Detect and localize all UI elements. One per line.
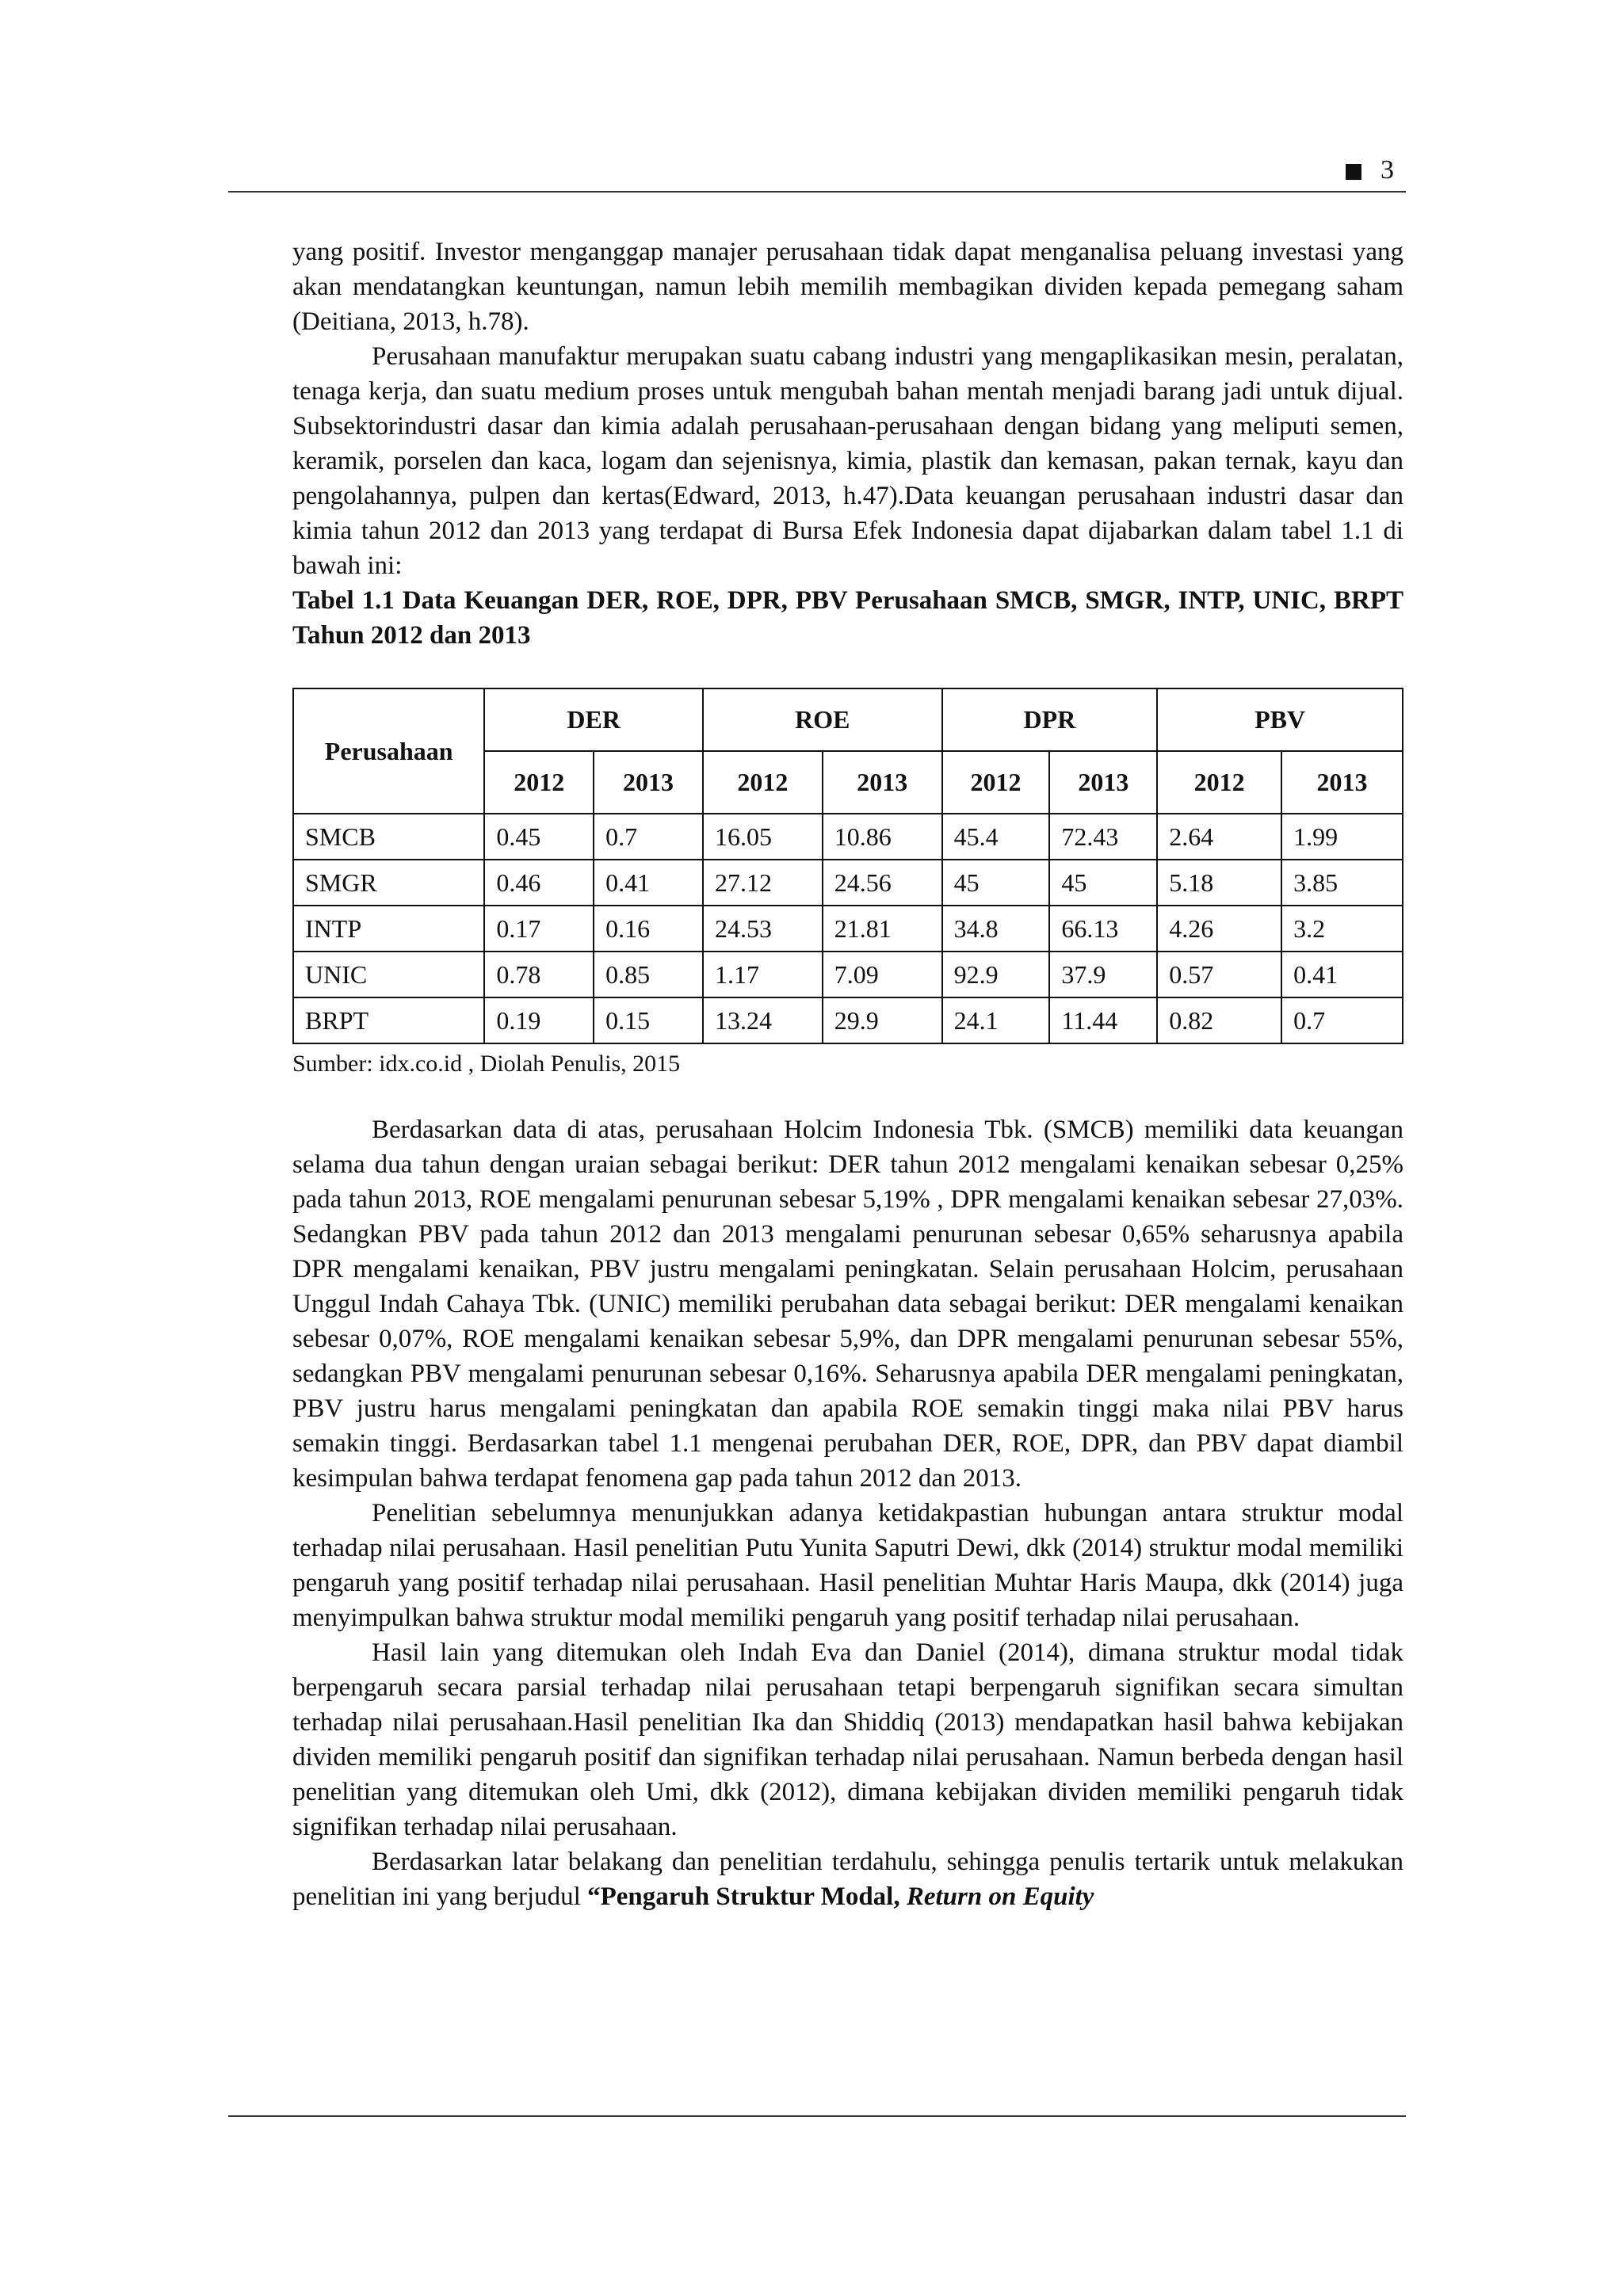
- value-cell: 3.2: [1281, 906, 1403, 952]
- value-cell: 0.45: [484, 814, 594, 860]
- column-header-company: Perusahaan: [293, 688, 484, 814]
- value-cell: 11.44: [1049, 997, 1157, 1043]
- table-caption: Tabel 1.1 Data Keuangan DER, ROE, DPR, PBV Perusahaan SMCB, SMGR, INTP, UNIC, BRPT Tahun 2012 dan 2013: [292, 586, 1403, 650]
- year-header: 2013: [1049, 751, 1157, 814]
- value-cell: 92.9: [942, 952, 1050, 997]
- group-header-roe: ROE: [703, 688, 942, 751]
- value-cell: 0.17: [484, 906, 594, 952]
- value-cell: 1.17: [703, 952, 823, 997]
- value-cell: 16.05: [703, 814, 823, 860]
- group-header-der: DER: [484, 688, 703, 751]
- value-cell: 45.4: [942, 814, 1050, 860]
- table-row: [293, 814, 1403, 860]
- page-body: [292, 235, 1403, 1914]
- value-cell: 21.81: [823, 906, 942, 952]
- value-cell: 45: [942, 860, 1050, 906]
- value-cell: 0.57: [1157, 952, 1281, 997]
- value-cell: 10.86: [823, 814, 942, 860]
- value-cell: 72.43: [1049, 814, 1157, 860]
- value-cell: 4.26: [1157, 906, 1281, 952]
- value-cell: 27.12: [703, 860, 823, 906]
- table-group-header-row: [293, 688, 1403, 751]
- value-cell: 0.85: [594, 952, 703, 997]
- company-cell: SMCB: [293, 814, 484, 860]
- value-cell: 0.41: [594, 860, 703, 906]
- value-cell: 0.41: [1281, 952, 1403, 997]
- year-header: 2012: [484, 751, 594, 814]
- financial-data-table: [292, 688, 1403, 1044]
- value-cell: 0.82: [1157, 997, 1281, 1043]
- year-header: 2013: [1281, 751, 1403, 814]
- body-paragraph-5: Hasil lain yang ditemukan oleh Indah Eva dan Daniel (2014), dimana struktur modal tidak berpengaruh secara parsial terhadap nilai perusahaan tetapi berpengaruh signifikan secara simultan terhadap nilai perusahaan.Hasil penelitian Ika dan Shiddiq (2013) mendapatkan hasil bahwa kebijakan dividen memiliki pengaruh positif dan signifikan terhadap nilai perusahaan. Namun berbeda dengan hasil penelitian yang ditemukan oleh Umi, dkk (2012), dimana kebijakan dividen memiliki pengaruh tidak signifikan terhadap nilai perusahaan.: [292, 1638, 1403, 1841]
- year-header: 2012: [1157, 751, 1281, 814]
- table-row: [293, 906, 1403, 952]
- group-header-pbv: PBV: [1157, 688, 1403, 751]
- value-cell: 7.09: [823, 952, 942, 997]
- value-cell: 66.13: [1049, 906, 1157, 952]
- value-cell: 13.24: [703, 997, 823, 1043]
- value-cell: 45: [1049, 860, 1157, 906]
- value-cell: 29.9: [823, 997, 942, 1043]
- header-rule: [228, 191, 1406, 193]
- company-cell: INTP: [293, 906, 484, 952]
- value-cell: 5.18: [1157, 860, 1281, 906]
- square-bullet-icon: [1346, 164, 1361, 180]
- intro-paragraph-1: yang positif. Investor menganggap manajer perusahaan tidak dapat menganalisa peluang investasi yang akan mendatangkan keuntungan, namun lebih memilih membagikan dividen kepada pemegang saham (Deitiana, 2013, h.78).: [292, 238, 1403, 336]
- value-cell: 2.64: [1157, 814, 1281, 860]
- year-header: 2012: [942, 751, 1050, 814]
- footer-rule: [228, 2115, 1406, 2117]
- value-cell: 24.53: [703, 906, 823, 952]
- research-title-bold: “Pengaruh Struktur Modal,: [587, 1882, 907, 1911]
- company-cell: BRPT: [293, 997, 484, 1043]
- research-title-bold-italic: Return on Equity: [906, 1882, 1094, 1911]
- value-cell: 0.7: [1281, 997, 1403, 1043]
- body-paragraph-3: Berdasarkan data di atas, perusahaan Holcim Indonesia Tbk. (SMCB) memiliki data keuangan selama dua tahun dengan uraian sebagai berikut: DER tahun 2012 mengalami kenaikan sebesar 0,25% pada tahun 2013, ROE mengalami penurunan sebesar 5,19% , DPR mengalami kenaikan sebesar 27,03%. Sedangkan PBV pada tahun 2012 dan 2013 mengalami penurunan sebesar 0,65% seharusnya apabila DPR mengalami kenaikan, PBV justru mengalami peningkatan. Selain perusahaan Holcim, perusahaan Unggul Indah Cahaya Tbk. (UNIC) memiliki perubahan data sebagai berikut: DER mengalami kenaikan sebesar 0,07%, ROE mengalami kenaikan sebesar 5,9%, dan DPR mengalami penurunan sebesar 55%, sedangkan PBV mengalami penurunan sebesar 0,16%. Seharusnya apabila DER mengalami peningkatan, PBV justru harus mengalami peningkatan dan apabila ROE semakin tinggi maka nilai PBV harus semakin tinggi. Berdasarkan tabel 1.1 mengenai perubahan DER, ROE, DPR, dan PBV dapat diambil kesimpulan bahwa terdapat fenomena gap pada tahun 2012 dan 2013.: [292, 1116, 1403, 1493]
- value-cell: 0.19: [484, 997, 594, 1043]
- value-cell: 0.7: [594, 814, 703, 860]
- table-source-note: Sumber: idx.co.id , Diolah Penulis, 2015: [292, 1051, 681, 1077]
- table-row: [293, 997, 1403, 1043]
- value-cell: 24.1: [942, 997, 1050, 1043]
- company-cell: SMGR: [293, 860, 484, 906]
- value-cell: 0.46: [484, 860, 594, 906]
- page-number: 3: [1381, 155, 1394, 185]
- company-cell: UNIC: [293, 952, 484, 997]
- value-cell: 0.78: [484, 952, 594, 997]
- value-cell: 3.85: [1281, 860, 1403, 906]
- value-cell: 1.99: [1281, 814, 1403, 860]
- value-cell: 37.9: [1049, 952, 1157, 997]
- group-header-dpr: DPR: [942, 688, 1158, 751]
- value-cell: 0.15: [594, 997, 703, 1043]
- value-cell: 34.8: [942, 906, 1050, 952]
- year-header: 2013: [823, 751, 942, 814]
- value-cell: 0.16: [594, 906, 703, 952]
- body-paragraph-4: Penelitian sebelumnya menunjukkan adanya ketidakpastian hubungan antara struktur modal terhadap nilai perusahaan. Hasil penelitian Putu Yunita Saputri Dewi, dkk (2014) struktur modal memiliki pengaruh yang positif terhadap nilai perusahaan. Hasil penelitian Muhtar Haris Maupa, dkk (2014) juga menyimpulkan bahwa struktur modal memiliki pengaruh yang positif terhadap nilai perusahaan.: [292, 1499, 1403, 1632]
- table-row: [293, 860, 1403, 906]
- table-row: [293, 952, 1403, 997]
- intro-paragraph-2: Perusahaan manufaktur merupakan suatu cabang industri yang mengaplikasikan mesin, peralatan, tenaga kerja, dan suatu medium proses untuk mengubah bahan mentah menjadi barang jadi untuk dijual. Subsektorindustri dasar dan kimia adalah perusahaan-perusahaan dengan bidang yang meliputi semen, keramik, porselen dan kaca, logam dan sejenisnya, kimia, plastik dan kemasan, pakan ternak, kayu dan pengolahannya, pulpen dan kertas(Edward, 2013, h.47).Data keuangan perusahaan industri dasar dan kimia tahun 2012 dan 2013 yang terdapat di Bursa Efek Indonesia dapat dijabarkan dalam tabel 1.1 di bawah ini:: [292, 342, 1403, 580]
- body-paragraph-6: [292, 1844, 1403, 1914]
- paragraph-6-text: Berdasarkan latar belakang dan penelitian terdahulu, sehingga penulis tertarik untuk melakukan penelitian ini yang berjudul: [292, 1848, 1403, 1911]
- year-header: 2012: [703, 751, 823, 814]
- value-cell: 24.56: [823, 860, 942, 906]
- year-header: 2013: [594, 751, 703, 814]
